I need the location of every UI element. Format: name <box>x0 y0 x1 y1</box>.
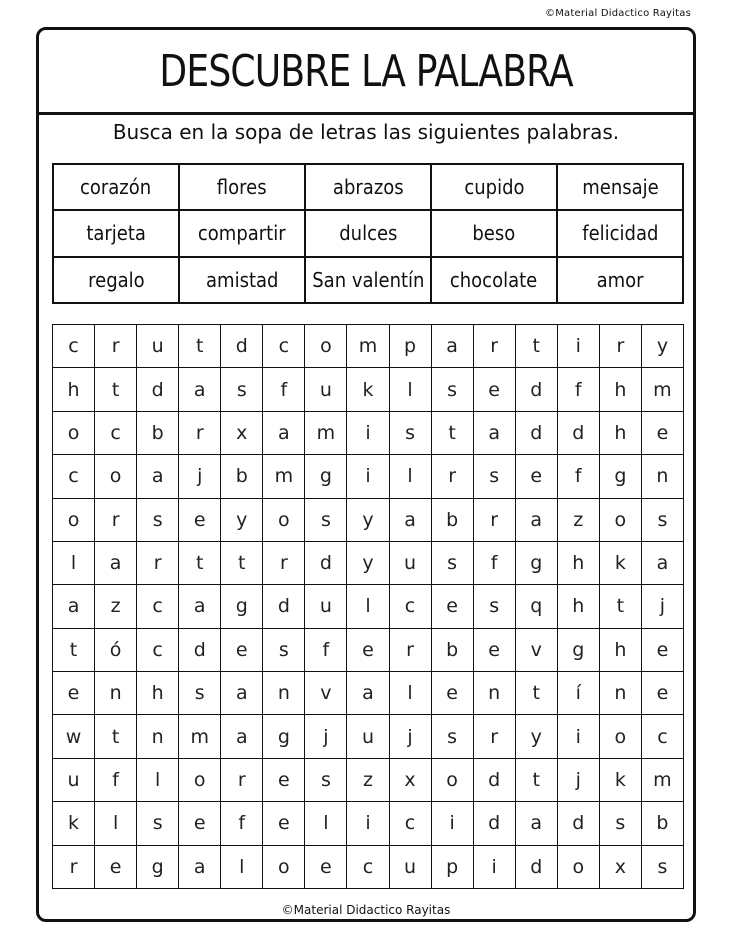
grid-cell: a <box>179 368 221 411</box>
grid-cell: i <box>557 325 599 368</box>
grid-cell: i <box>347 455 389 498</box>
grid-cell: o <box>95 455 137 498</box>
word-bank-cell <box>179 210 305 256</box>
grid-cell: o <box>305 325 347 368</box>
grid-cell: r <box>221 758 263 801</box>
grid-cell: e <box>221 628 263 671</box>
grid-cell: a <box>473 411 515 454</box>
grid-cell: m <box>179 715 221 758</box>
grid-cell: v <box>515 628 557 671</box>
grid-cell: r <box>137 541 179 584</box>
grid-cell: a <box>515 498 557 541</box>
grid-cell: s <box>305 758 347 801</box>
grid-row <box>53 715 684 758</box>
grid-cell: a <box>221 672 263 715</box>
grid-cell: a <box>431 325 473 368</box>
grid-cell: m <box>641 758 683 801</box>
grid-cell: u <box>347 715 389 758</box>
grid-cell: n <box>263 672 305 715</box>
grid-cell: h <box>599 368 641 411</box>
grid-cell: s <box>641 498 683 541</box>
grid-cell: y <box>347 498 389 541</box>
word-bank <box>52 163 684 304</box>
grid-cell: i <box>347 411 389 454</box>
grid-cell: d <box>515 368 557 411</box>
grid-cell: e <box>641 411 683 454</box>
grid-cell: m <box>641 368 683 411</box>
word-bank-cell <box>179 164 305 210</box>
grid-cell: u <box>53 758 95 801</box>
grid-cell: e <box>473 628 515 671</box>
grid-cell: r <box>179 411 221 454</box>
worksheet-frame <box>36 27 696 922</box>
grid-cell: f <box>305 628 347 671</box>
grid-cell: y <box>347 541 389 584</box>
grid-row <box>53 802 684 845</box>
word-bank-cell <box>305 210 431 256</box>
grid-cell: s <box>473 455 515 498</box>
word-bank-cell <box>557 164 683 210</box>
grid-cell: c <box>53 455 95 498</box>
grid-cell: t <box>431 411 473 454</box>
grid-cell: e <box>431 672 473 715</box>
grid-cell: r <box>599 325 641 368</box>
grid-cell: c <box>389 585 431 628</box>
grid-cell: d <box>137 368 179 411</box>
grid-cell: b <box>137 411 179 454</box>
grid-cell: e <box>305 845 347 889</box>
grid-cell: e <box>95 845 137 889</box>
grid-cell: e <box>641 672 683 715</box>
grid-cell: z <box>347 758 389 801</box>
grid-cell: s <box>137 498 179 541</box>
grid-cell: k <box>599 541 641 584</box>
grid-cell: t <box>515 672 557 715</box>
grid-cell: n <box>599 672 641 715</box>
grid-cell: h <box>137 672 179 715</box>
grid-cell: r <box>389 628 431 671</box>
grid-cell: e <box>431 585 473 628</box>
grid-cell: v <box>305 672 347 715</box>
grid-cell: k <box>347 368 389 411</box>
grid-cell: d <box>263 585 305 628</box>
grid-cell: t <box>95 715 137 758</box>
word-bank-word: dulces <box>338 221 398 246</box>
grid-cell: c <box>263 325 305 368</box>
grid-cell: h <box>53 368 95 411</box>
grid-row <box>53 585 684 628</box>
word-bank-word: corazón <box>80 175 152 200</box>
grid-cell: s <box>599 802 641 845</box>
grid-cell: t <box>515 325 557 368</box>
grid-cell: s <box>263 628 305 671</box>
instructions: Busca en la sopa de letras las siguientes palabras. <box>112 120 620 144</box>
grid-cell: s <box>431 541 473 584</box>
grid-cell: ó <box>95 628 137 671</box>
word-bank-cell <box>431 210 557 256</box>
grid-cell: r <box>95 325 137 368</box>
grid-cell: d <box>515 845 557 889</box>
grid-cell: c <box>53 325 95 368</box>
grid-cell: g <box>263 715 305 758</box>
word-bank-word: amor <box>596 267 644 292</box>
grid-cell: f <box>263 368 305 411</box>
page-title: DESCUBRE LA PALABRA <box>159 45 573 97</box>
grid-cell: s <box>431 368 473 411</box>
grid-cell: e <box>515 455 557 498</box>
grid-cell: s <box>137 802 179 845</box>
grid-cell: g <box>515 541 557 584</box>
grid-cell: a <box>515 802 557 845</box>
grid-cell: y <box>221 498 263 541</box>
grid-cell: t <box>95 368 137 411</box>
grid-cell: t <box>179 541 221 584</box>
grid-cell: h <box>557 585 599 628</box>
word-bank-cell <box>53 210 179 256</box>
grid-cell: u <box>305 585 347 628</box>
grid-cell: r <box>473 498 515 541</box>
grid-cell: g <box>305 455 347 498</box>
grid-cell: o <box>263 498 305 541</box>
grid-cell: a <box>179 585 221 628</box>
grid-cell: l <box>347 585 389 628</box>
grid-cell: i <box>347 802 389 845</box>
grid-cell: r <box>473 325 515 368</box>
word-bank-word: flores <box>217 175 267 200</box>
grid-cell: n <box>137 715 179 758</box>
word-bank-word: cupido <box>463 175 525 200</box>
grid-cell: s <box>641 845 683 889</box>
grid-cell: p <box>389 325 431 368</box>
grid-cell: u <box>305 368 347 411</box>
grid-cell: e <box>263 758 305 801</box>
grid-cell: w <box>53 715 95 758</box>
grid-cell: o <box>263 845 305 889</box>
grid-cell: t <box>515 758 557 801</box>
grid-cell: a <box>641 541 683 584</box>
grid-cell: c <box>137 585 179 628</box>
grid-cell: i <box>473 845 515 889</box>
grid-cell: o <box>431 758 473 801</box>
grid-row <box>53 758 684 801</box>
grid-cell: g <box>557 628 599 671</box>
grid-cell: h <box>557 541 599 584</box>
grid-row <box>53 541 684 584</box>
grid-cell: m <box>347 325 389 368</box>
word-bank-cell <box>431 257 557 303</box>
grid-cell: e <box>53 672 95 715</box>
letter-grid <box>52 324 684 889</box>
grid-cell: a <box>53 585 95 628</box>
grid-cell: g <box>599 455 641 498</box>
grid-row <box>53 628 684 671</box>
grid-cell: o <box>599 715 641 758</box>
word-bank-row <box>53 210 683 256</box>
word-bank-word: San valentín <box>312 267 425 292</box>
grid-cell: h <box>599 411 641 454</box>
grid-cell: f <box>95 758 137 801</box>
grid-cell: a <box>137 455 179 498</box>
word-bank-word: amistad <box>205 267 279 292</box>
grid-cell: x <box>389 758 431 801</box>
grid-cell: u <box>389 541 431 584</box>
word-bank-cell <box>179 257 305 303</box>
grid-cell: f <box>557 368 599 411</box>
grid-cell: d <box>305 541 347 584</box>
grid-cell: e <box>179 498 221 541</box>
grid-cell: a <box>347 672 389 715</box>
grid-cell: d <box>221 325 263 368</box>
grid-cell: i <box>557 715 599 758</box>
grid-cell: r <box>263 541 305 584</box>
word-bank-cell <box>431 164 557 210</box>
grid-cell: j <box>179 455 221 498</box>
word-bank-cell <box>557 210 683 256</box>
title-bar <box>39 30 693 115</box>
grid-cell: n <box>473 672 515 715</box>
grid-cell: a <box>95 541 137 584</box>
grid-cell: q <box>515 585 557 628</box>
grid-cell: k <box>599 758 641 801</box>
grid-cell: c <box>95 411 137 454</box>
grid-cell: b <box>431 628 473 671</box>
grid-cell: o <box>179 758 221 801</box>
grid-cell: g <box>221 585 263 628</box>
word-bank-cell <box>557 257 683 303</box>
word-bank-cell <box>53 164 179 210</box>
grid-cell: z <box>557 498 599 541</box>
grid-cell: a <box>389 498 431 541</box>
grid-cell: l <box>221 845 263 889</box>
word-bank-word: tarjeta <box>86 221 146 246</box>
grid-cell: s <box>221 368 263 411</box>
grid-row <box>53 845 684 889</box>
grid-cell: l <box>305 802 347 845</box>
word-bank-word: regalo <box>87 267 145 292</box>
word-bank-word: felicidad <box>581 221 659 246</box>
grid-cell: y <box>515 715 557 758</box>
grid-cell: b <box>431 498 473 541</box>
grid-cell: u <box>389 845 431 889</box>
grid-cell: k <box>53 802 95 845</box>
grid-cell: i <box>431 802 473 845</box>
word-bank-word: chocolate <box>450 267 538 292</box>
grid-cell: j <box>557 758 599 801</box>
grid-cell: j <box>389 715 431 758</box>
grid-cell: o <box>599 498 641 541</box>
grid-cell: c <box>347 845 389 889</box>
grid-cell: s <box>179 672 221 715</box>
word-bank-row <box>53 164 683 210</box>
grid-cell: r <box>95 498 137 541</box>
word-bank-word: beso <box>472 221 516 246</box>
grid-row <box>53 368 684 411</box>
grid-cell: j <box>305 715 347 758</box>
word-bank-cell <box>53 257 179 303</box>
grid-cell: t <box>179 325 221 368</box>
grid-cell: r <box>53 845 95 889</box>
grid-cell: b <box>641 802 683 845</box>
grid-cell: c <box>389 802 431 845</box>
top-credit: ©Material Didactico Rayitas <box>545 8 691 19</box>
grid-cell: l <box>389 368 431 411</box>
grid-cell: e <box>641 628 683 671</box>
grid-cell: t <box>53 628 95 671</box>
grid-cell: c <box>641 715 683 758</box>
grid-cell: m <box>305 411 347 454</box>
grid-cell: g <box>137 845 179 889</box>
grid-row <box>53 498 684 541</box>
word-bank-cell <box>305 257 431 303</box>
grid-cell: f <box>557 455 599 498</box>
word-bank-word: compartir <box>198 221 286 246</box>
grid-cell: l <box>389 455 431 498</box>
grid-row <box>53 325 684 368</box>
grid-cell: s <box>431 715 473 758</box>
grid-cell: d <box>473 758 515 801</box>
grid-cell: l <box>137 758 179 801</box>
grid-cell: e <box>179 802 221 845</box>
grid-cell: l <box>53 541 95 584</box>
grid-cell: m <box>263 455 305 498</box>
grid-cell: z <box>95 585 137 628</box>
grid-cell: y <box>641 325 683 368</box>
grid-cell: f <box>221 802 263 845</box>
grid-cell: d <box>515 411 557 454</box>
word-bank-word: abrazos <box>332 175 404 200</box>
grid-cell: d <box>557 802 599 845</box>
grid-cell: e <box>263 802 305 845</box>
grid-cell: t <box>221 541 263 584</box>
bottom-credit: ©Material Didactico Rayitas <box>281 903 451 917</box>
grid-row <box>53 455 684 498</box>
grid-cell: f <box>473 541 515 584</box>
grid-cell: n <box>95 672 137 715</box>
grid-cell: d <box>557 411 599 454</box>
word-bank-cell <box>305 164 431 210</box>
grid-cell: u <box>137 325 179 368</box>
grid-cell: x <box>221 411 263 454</box>
grid-cell: a <box>263 411 305 454</box>
word-bank-word: mensaje <box>581 175 659 200</box>
grid-cell: r <box>431 455 473 498</box>
grid-cell: x <box>599 845 641 889</box>
grid-cell: d <box>179 628 221 671</box>
grid-cell: p <box>431 845 473 889</box>
grid-cell: b <box>221 455 263 498</box>
grid-cell: r <box>473 715 515 758</box>
grid-cell: n <box>641 455 683 498</box>
grid-cell: s <box>305 498 347 541</box>
grid-cell: t <box>599 585 641 628</box>
grid-cell: h <box>599 628 641 671</box>
grid-cell: d <box>473 802 515 845</box>
grid-cell: o <box>557 845 599 889</box>
grid-cell: í <box>557 672 599 715</box>
word-bank-row <box>53 257 683 303</box>
grid-cell: o <box>53 411 95 454</box>
grid-cell: e <box>347 628 389 671</box>
grid-row <box>53 672 684 715</box>
grid-cell: a <box>179 845 221 889</box>
grid-cell: l <box>389 672 431 715</box>
grid-cell: l <box>95 802 137 845</box>
grid-row <box>53 411 684 454</box>
grid-cell: s <box>389 411 431 454</box>
grid-cell: e <box>473 368 515 411</box>
grid-cell: c <box>137 628 179 671</box>
grid-cell: j <box>641 585 683 628</box>
grid-cell: o <box>53 498 95 541</box>
grid-cell: s <box>473 585 515 628</box>
grid-cell: a <box>221 715 263 758</box>
